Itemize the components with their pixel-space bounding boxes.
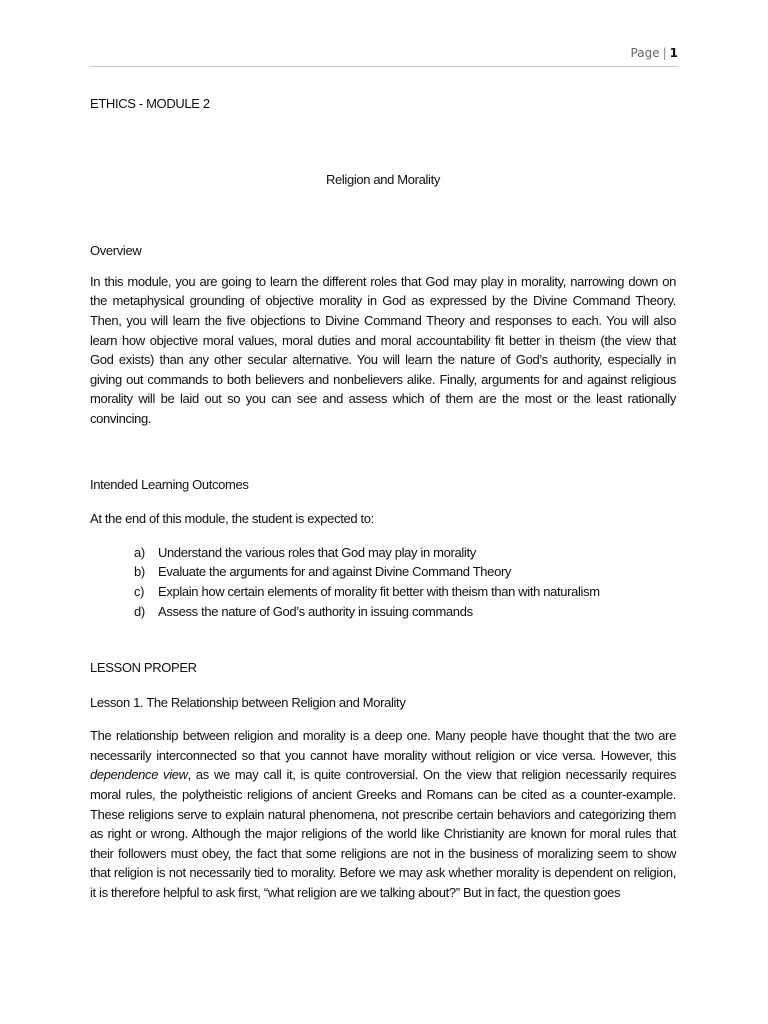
list-marker: c) [134, 583, 145, 599]
lesson-text-rest: , as we may call it, is quite controversial. On the view that religion necessarily requires moral rules, the polytheistic religions of ancient Greeks and Romans can be cited as a counter-example. These religions serve to explain natural phenomena, not prescribe certain behaviors and categorizing them as right or wrong. Although the major religions of the world like Christianity are known for moral rules that their followers must obey, the fact that some religions are not in the business of moralizing seem to show that religion is not necessarily tied to morality. Before we may ask whether morality is dependent on religion, it is therefore helpful to ask first, “what religion are we talking about?” But in fact, the question goes [90, 767, 676, 901]
overview-heading: Overview [90, 243, 142, 259]
page-header [90, 46, 678, 67]
learning-outcomes-intro: At the end of this module, the student is expected to: [90, 511, 374, 527]
lesson-paragraph [90, 726, 676, 902]
document-body [90, 94, 676, 903]
learning-outcomes-heading: Intended Learning Outcomes [90, 476, 249, 492]
lesson-text-start: The relationship between religion and morality is a deep one. Many people have thought that the two are necessarily interconnected so that you cannot have morality without religion or vice versa. However, this [90, 728, 676, 763]
learning-outcome-text: Explain how certain elements of morality fit better with theism than with naturalism [158, 583, 600, 599]
learning-outcome-item [134, 602, 676, 622]
module-title: ETHICS - MODULE 2 [90, 96, 210, 111]
list-marker: d) [134, 603, 145, 619]
learning-outcome-item [134, 582, 676, 602]
learning-outcome-item [134, 562, 676, 582]
lesson-title: Lesson 1. The Relationship between Religion and Morality [90, 694, 406, 710]
learning-outcome-text: Assess the nature of God’s authority in issuing commands [158, 603, 473, 619]
list-marker: a) [134, 544, 145, 560]
dependence-view-term: dependence view [90, 767, 188, 783]
document-title: Religion and Morality [325, 171, 441, 187]
overview-paragraph: In this module, you are going to learn the different roles that God may play in morality, narrowing down on the metaphysical grounding of objective morality in God as expressed by the Divine Command Theory. Then, you will learn the five objections to Divine Command Theory and responses to each. You will also learn how objective moral values, moral duties and moral accountability fit better in theism (the view that God exists) than any other secular alternative. You will learn the nature of God’s authority, especially in giving out commands to both believers and nonbelievers alike. Finally, arguments for and against religious morality will be laid out so you can see and assess which of them are the most or the least rationally convincing. [90, 273, 676, 426]
page-label: Page [630, 46, 660, 60]
page-separator: | [662, 46, 667, 60]
list-marker: b) [134, 564, 145, 580]
page-number: 1 [669, 46, 678, 60]
learning-outcome-text: Understand the various roles that God may play in morality [158, 544, 476, 560]
lesson-proper-heading: LESSON PROPER [90, 660, 197, 676]
learning-outcome-text: Evaluate the arguments for and against Divine Command Theory [158, 564, 512, 580]
learning-outcome-item [134, 543, 676, 563]
learning-outcomes-list [90, 543, 676, 621]
